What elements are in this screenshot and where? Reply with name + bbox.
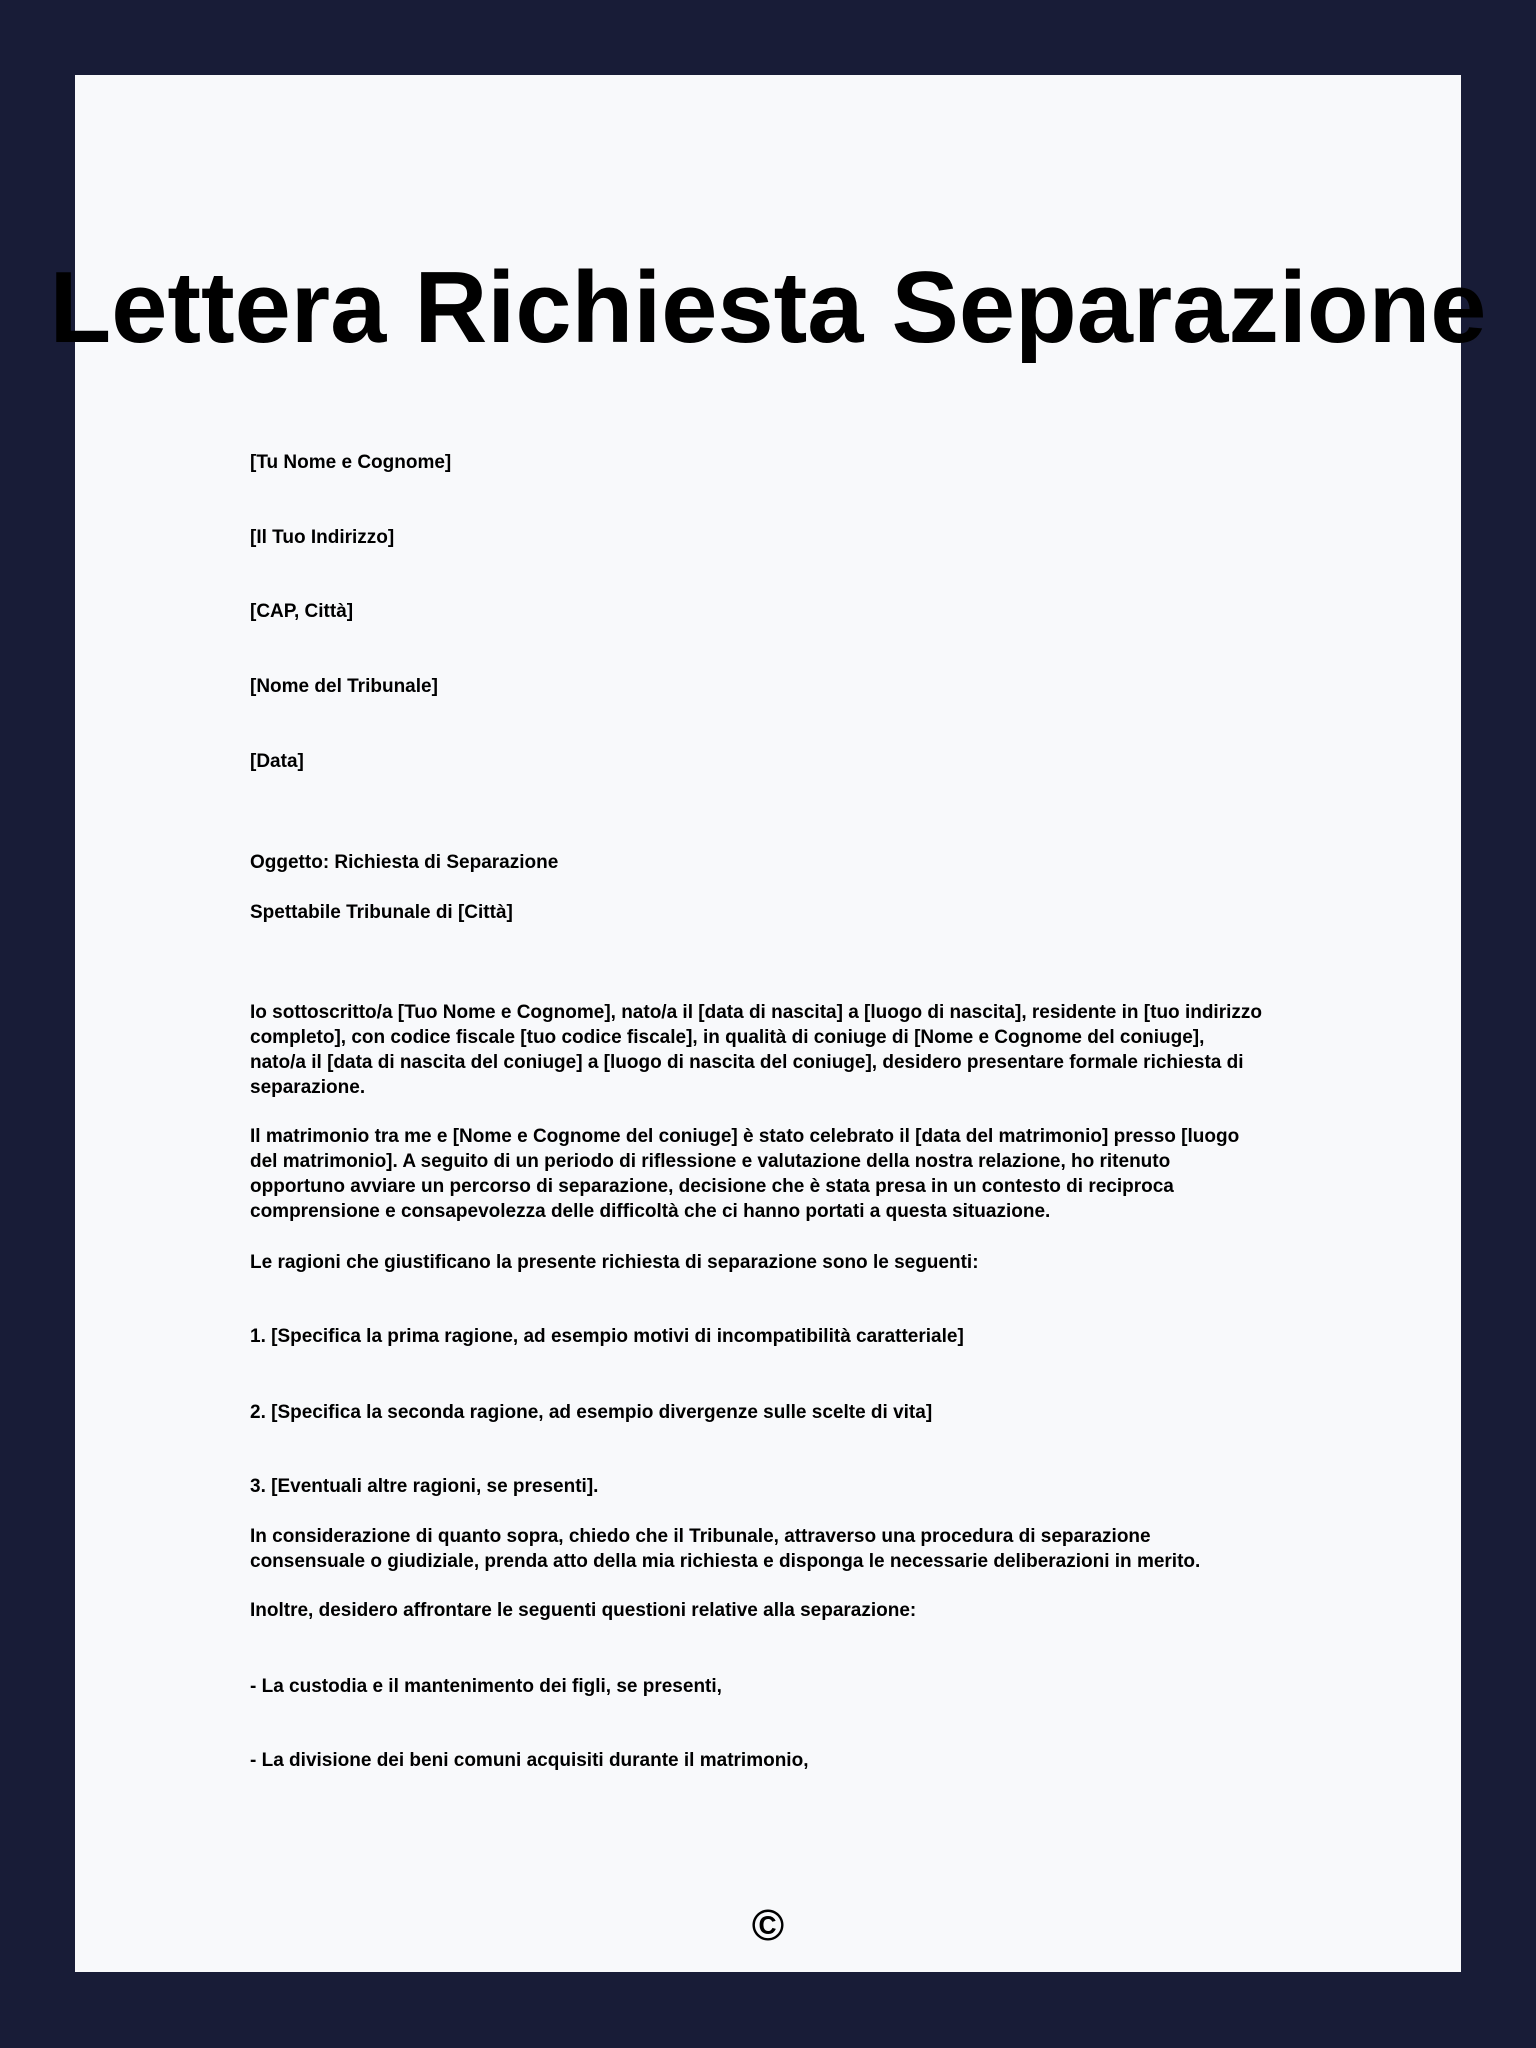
- paragraph-consideration: In considerazione di quanto sopra, chiedo che il Tribunale, attraverso una procedura di separazione consensuale o giudiziale, prenda atto della mia richiesta e disponga le necessarie deliberazioni in merito.: [250, 1526, 1201, 1572]
- paragraph-further: Inoltre, desidero affrontare le seguenti questioni relative alla separazione:: [250, 1600, 917, 1621]
- subject-line: Oggetto: Richiesta di Separazione: [250, 852, 559, 873]
- document-title: Lettera Richiesta Separazione: [49, 252, 1487, 364]
- reason-item: 3. [Eventuali altre ragioni, se presenti].: [250, 1476, 599, 1497]
- sender-city: [CAP, Città]: [250, 601, 354, 622]
- paragraph-marriage: Il matrimonio tra me e [Nome e Cognome del coniuge] è stato celebrato il [data del matrimonio] presso [luogo del matrimonio]. A seguito di un periodo di riflessione e valutazione della nostra relazione, ho ritenuto opportuno avviare un percorso di separazione, decisione che è stata presa in un contesto di reciproca comprensione e consapevolezza delle difficoltà che ci hanno portati a questa situazione.: [250, 1126, 1240, 1222]
- sender-name: [Tu Nome e Cognome]: [250, 452, 452, 473]
- issue-item: - La divisione dei beni comuni acquisiti durante il matrimonio,: [250, 1750, 809, 1771]
- copyright-icon: ©: [751, 1901, 785, 1950]
- reason-item: 2. [Specifica la seconda ragione, ad esempio divergenze sulle scelte di vita]: [250, 1402, 933, 1423]
- issue-item: - La custodia e il mantenimento dei figli, se presenti,: [250, 1676, 722, 1697]
- paragraph-reasons-intro: Le ragioni che giustificano la presente richiesta di separazione sono le seguenti:: [250, 1252, 979, 1273]
- paragraph-intro: Io sottoscritto/a [Tuo Nome e Cognome], nato/a il [data di nascita] a [luogo di nascita], residente in [tuo indirizzo completo], con codice fiscale [tuo codice fiscale], in qualità di coniuge di [Nome e Cognome del coniuge], nato/a il [data di nascita del coniuge] a [luogo di nascita del coniuge], desidero presentare formale richiesta di separazione.: [250, 1002, 1262, 1098]
- reason-item: 1. [Specifica la prima ragione, ad esempio motivi di incompatibilità caratteriale]: [250, 1326, 964, 1347]
- court-name: [Nome del Tribunale]: [250, 676, 438, 697]
- salutation: Spettabile Tribunale di [Città]: [250, 902, 513, 923]
- sender-address: [Il Tuo Indirizzo]: [250, 527, 395, 548]
- letter-date: [Data]: [250, 751, 304, 772]
